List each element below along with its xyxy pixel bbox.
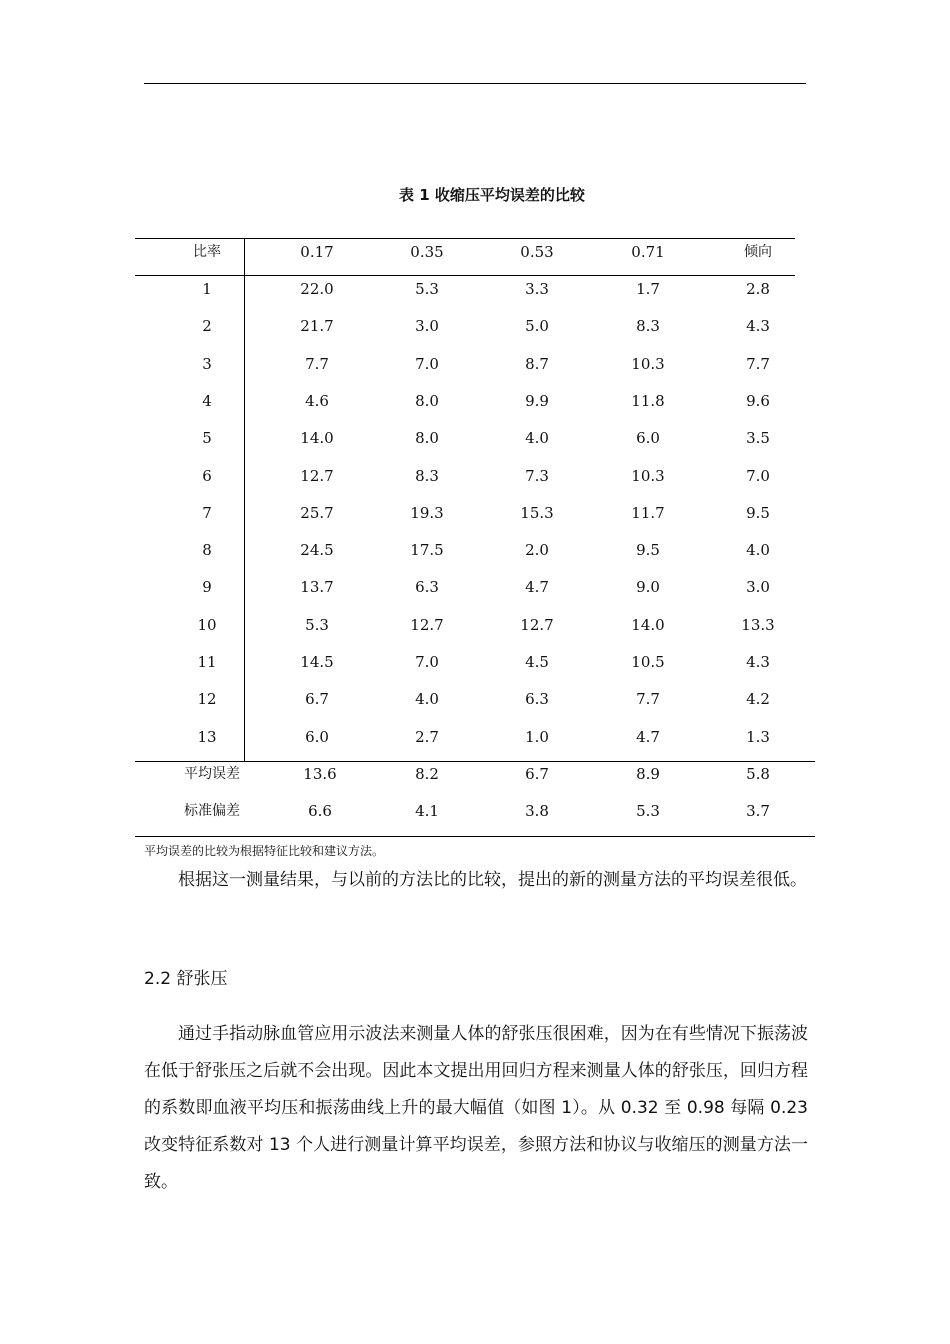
summary-cell: 4.1 xyxy=(415,802,439,820)
summary-label: 标准偏差 xyxy=(184,803,240,819)
table-cell: 4.7 xyxy=(525,578,549,597)
row-label: 2 xyxy=(202,317,212,336)
table-cell: 14.0 xyxy=(300,429,334,448)
table-cell: 2.7 xyxy=(415,727,439,746)
table-cell: 10.3 xyxy=(631,354,665,373)
table-cell: 7.0 xyxy=(415,653,439,671)
row-label: 3 xyxy=(202,354,212,373)
row-label: 7 xyxy=(202,503,212,522)
table-cell: 5.3 xyxy=(415,280,439,298)
row-label: 11 xyxy=(197,653,217,671)
table-top-rule xyxy=(135,238,795,239)
table-cell: 4.3 xyxy=(746,317,770,336)
table-cell: 21.7 xyxy=(300,317,334,336)
row-label: 13 xyxy=(197,727,217,746)
summary-cell: 6.6 xyxy=(308,802,332,820)
table-cell: 8.3 xyxy=(415,466,439,485)
table-cell: 15.3 xyxy=(520,503,554,522)
table-header-rule xyxy=(135,275,795,276)
table-cell: 1.3 xyxy=(746,727,770,746)
table-cell: 19.3 xyxy=(410,503,444,522)
table-cell: 3.0 xyxy=(415,317,439,336)
table-cell: 4.0 xyxy=(525,429,549,448)
table-cell: 2.0 xyxy=(525,541,549,560)
summary-cell: 3.8 xyxy=(525,802,549,820)
header-cell: 0.53 xyxy=(520,243,554,261)
table-cell: 4.6 xyxy=(305,391,329,410)
table-cell: 8.0 xyxy=(415,391,439,410)
table-cell: 13.7 xyxy=(300,578,334,597)
row-label: 10 xyxy=(197,615,217,634)
table-cell: 6.0 xyxy=(636,429,660,448)
table-cell: 4.0 xyxy=(415,690,439,709)
paragraph-diastolic: 通过手指动脉血管应用示波法来测量人体的舒张压很困难，因为在有些情况下振荡波在低于舒张压之后就不会出现。因此本文提出用回归方程来测量人体的舒张压，回归方程的系数即血液平均压和振荡曲线上升的最大幅值（如图 1）。从 0.32 至 0.98 每隔 0.23 改变特征系数对 13 个人进行测量计算平均误差，参照方法和协议与收缩压的测量方法一致。 xyxy=(144,1024,808,1192)
table-cell: 7.0 xyxy=(746,466,770,485)
table-cell: 14.5 xyxy=(300,653,334,671)
table-body-end-rule xyxy=(135,761,815,762)
table-cell: 7.7 xyxy=(746,354,770,373)
table-cell: 7.3 xyxy=(525,466,549,485)
table-cell: 8.0 xyxy=(415,429,439,448)
table-cell: 6.7 xyxy=(305,690,329,709)
table-cell: 4.5 xyxy=(525,653,549,671)
table-cell: 9.9 xyxy=(525,391,549,410)
table-cell: 9.5 xyxy=(636,541,660,560)
section-heading: 2.2 舒张压 xyxy=(144,969,228,989)
row-label: 9 xyxy=(202,578,212,597)
table-cell: 3.3 xyxy=(525,280,549,298)
table-title: 表 1 收缩压平均误差的比较 xyxy=(399,186,585,204)
summary-cell: 13.6 xyxy=(303,765,337,783)
summary-cell: 3.7 xyxy=(746,802,770,820)
table-cell: 6.3 xyxy=(525,690,549,709)
table-cell: 7.7 xyxy=(305,354,329,373)
table-cell: 9.0 xyxy=(636,578,660,597)
table-cell: 1.7 xyxy=(636,280,660,298)
paragraph-result: 根据这一测量结果，与以前的方法比的比较，提出的新的测量方法的平均误差很低。 xyxy=(178,870,807,890)
table-cell: 22.0 xyxy=(300,280,334,298)
table-cell: 4.3 xyxy=(746,653,770,671)
table-cell: 6.3 xyxy=(415,578,439,597)
row-label: 5 xyxy=(202,429,212,448)
table-cell: 10.3 xyxy=(631,466,665,485)
summary-cell: 6.7 xyxy=(525,765,549,783)
table-cell: 13.3 xyxy=(741,615,775,634)
table-cell: 5.3 xyxy=(305,615,329,634)
table-cell: 24.5 xyxy=(300,541,334,560)
row-label: 12 xyxy=(197,690,217,709)
table-cell: 7.0 xyxy=(415,354,439,373)
table-cell: 11.8 xyxy=(631,391,665,410)
summary-cell: 8.2 xyxy=(415,765,439,783)
table-cell: 12.7 xyxy=(520,615,554,634)
table-cell: 17.5 xyxy=(410,541,444,560)
table-cell: 11.7 xyxy=(631,503,665,522)
table-cell: 8.7 xyxy=(525,354,549,373)
table-cell: 7.7 xyxy=(636,690,660,709)
table-cell: 3.0 xyxy=(746,578,770,597)
header-cell: 0.35 xyxy=(410,243,444,261)
table-cell: 4.0 xyxy=(746,541,770,560)
table-cell: 25.7 xyxy=(300,503,334,522)
row-label: 4 xyxy=(202,391,212,410)
table-cell: 6.0 xyxy=(305,727,329,746)
table-cell: 12.7 xyxy=(300,466,334,485)
table-cell: 9.5 xyxy=(746,503,770,522)
header-label: 比率 xyxy=(193,244,221,260)
table-cell: 5.0 xyxy=(525,317,549,336)
table-bottom-rule xyxy=(135,836,815,837)
row-label: 8 xyxy=(202,541,212,560)
header-cell: 0.71 xyxy=(631,243,665,261)
summary-cell: 5.8 xyxy=(746,765,770,783)
table-cell: 1.0 xyxy=(525,727,549,746)
summary-label: 平均误差 xyxy=(184,766,240,782)
row-label: 6 xyxy=(202,466,212,485)
table-cell: 12.7 xyxy=(410,615,444,634)
table-cell: 9.6 xyxy=(746,391,770,410)
header-cell: 0.17 xyxy=(300,243,334,261)
table-cell: 4.2 xyxy=(746,690,770,709)
table-cell: 3.5 xyxy=(746,429,770,448)
table-cell: 10.5 xyxy=(631,653,665,671)
summary-cell: 8.9 xyxy=(636,765,660,783)
table-note: 平均误差的比较为根据特征比较和建议方法。 xyxy=(144,844,385,858)
table-cell: 4.7 xyxy=(636,727,660,746)
table-cell: 8.3 xyxy=(636,317,660,336)
summary-cell: 5.3 xyxy=(636,802,660,820)
table-cell: 14.0 xyxy=(631,615,665,634)
header-cell: 倾向 xyxy=(744,244,772,260)
table-cell: 2.8 xyxy=(746,280,770,298)
row-label: 1 xyxy=(202,280,212,298)
